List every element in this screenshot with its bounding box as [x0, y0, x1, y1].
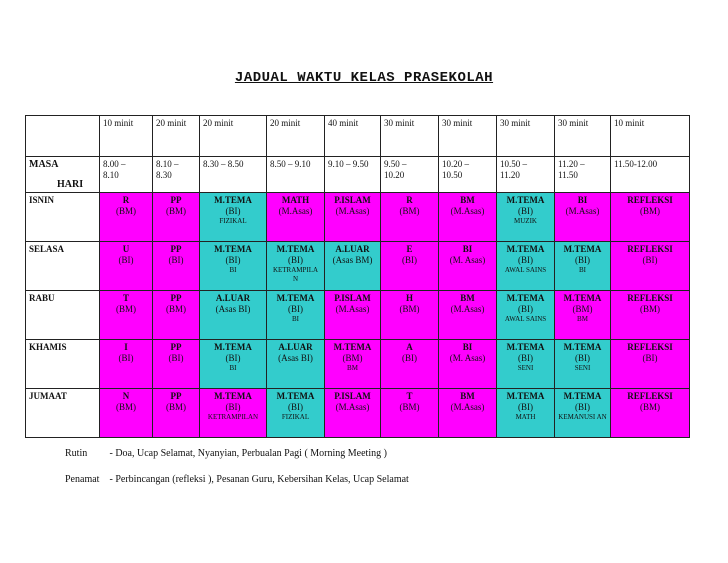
subject-code: M.TEMA: [506, 195, 545, 205]
time-end: 10.50: [442, 170, 463, 180]
subject-language: (M.Asas): [335, 206, 370, 216]
subject-language: (BM): [640, 402, 660, 412]
timetable-cell: [325, 193, 381, 242]
subject-code: T: [406, 391, 413, 401]
duration-cell: 10 minit: [100, 116, 153, 157]
rutin-note: [65, 448, 387, 459]
subject-language: (M.Asas): [278, 206, 313, 216]
time-cell: [153, 157, 200, 193]
timetable-cell: [439, 242, 497, 291]
timetable-cell: [439, 291, 497, 340]
subject-language: (M.Asas): [450, 402, 485, 412]
timetable-cell: [153, 389, 200, 438]
subject-theme: BM: [577, 315, 588, 323]
rutin-text: - Doa, Ucap Selamat, Nyanyian, Perbualan Pagi ( Morning Meeting ): [109, 448, 387, 459]
time-start: 8.30 – 8.50: [203, 159, 244, 169]
timetable-cell: [555, 340, 611, 389]
subject-code: PP: [170, 244, 182, 254]
time-cell: [611, 157, 690, 193]
timetable-cell: [153, 242, 200, 291]
timetable: [25, 115, 690, 438]
subject-code: REFLEKSI: [627, 391, 673, 401]
subject-code: PP: [170, 293, 182, 303]
timetable-cell: [100, 340, 153, 389]
timetable-cell: [100, 291, 153, 340]
subject-theme: FIZIKAL: [281, 413, 310, 421]
timetable-cell: [555, 193, 611, 242]
subject-language: (Asas BI): [215, 304, 251, 314]
subject-code: M.TEMA: [506, 391, 545, 401]
subject-code: M.TEMA: [506, 244, 545, 254]
day-row: [26, 389, 690, 438]
subject-code: R: [122, 195, 130, 205]
timetable-cell: [497, 340, 555, 389]
time-cell: [325, 157, 381, 193]
timetable-cell: [381, 291, 439, 340]
subject-code: BM: [460, 195, 475, 205]
timetable-cell: [267, 193, 325, 242]
timetable-cell: [381, 389, 439, 438]
subject-theme: BI: [229, 266, 237, 274]
time-start: 8.10 –: [156, 159, 179, 169]
subject-theme: SENI: [517, 364, 534, 372]
subject-language: (BM): [640, 206, 660, 216]
subject-theme: MUZIK: [514, 217, 537, 225]
time-start: 11.50-12.00: [614, 159, 658, 169]
duration-cell: 20 minit: [200, 116, 267, 157]
subject-code: M.TEMA: [506, 293, 545, 303]
subject-language: (M.Asas): [335, 402, 370, 412]
timetable-cell: [611, 340, 690, 389]
subject-code: P.ISLAM: [334, 293, 371, 303]
timetable-cell: [611, 242, 690, 291]
subject-code: N: [122, 391, 130, 401]
time-start: 10.20 –: [442, 159, 469, 169]
subject-language: (BI): [402, 255, 417, 265]
duration-cell: 30 minit: [497, 116, 555, 157]
corner-cell: [26, 116, 100, 157]
timetable-cell: [555, 242, 611, 291]
subject-code: M.TEMA: [276, 391, 315, 401]
subject-language: (BM): [116, 402, 136, 412]
subject-language: (BI): [225, 353, 241, 363]
timetable-cell: [325, 242, 381, 291]
subject-code: PP: [170, 195, 182, 205]
day-row: [26, 193, 690, 242]
subject-language: (BM): [166, 206, 186, 216]
day-row: [26, 291, 690, 340]
subject-theme: BM: [347, 364, 358, 372]
subject-language: (M.Asas): [335, 304, 370, 314]
subject-code: BI: [462, 342, 473, 352]
timetable-cell: [200, 242, 267, 291]
time-end: 11.50: [558, 170, 578, 180]
subject-language: (BM): [116, 304, 136, 314]
subject-language: (BI): [518, 353, 533, 363]
time-start: 8.50 – 9.10: [270, 159, 311, 169]
time-cell: [497, 157, 555, 193]
subject-code: BI: [462, 244, 473, 254]
page-title: JADUAL WAKTU KELAS PRASEKOLAH: [234, 70, 494, 86]
penamat-label: Penamat: [65, 474, 100, 485]
subject-language: (BI): [225, 206, 241, 216]
subject-language: (M.Asas): [450, 206, 485, 216]
subject-language: (Asas BI): [278, 353, 313, 363]
subject-language: (M.Asas): [565, 206, 600, 216]
timetable-cell: [200, 193, 267, 242]
subject-code: A.LUAR: [278, 342, 313, 352]
day-name: RABU: [26, 291, 100, 340]
timetable-cell: [611, 291, 690, 340]
timetable-cell: [325, 389, 381, 438]
timetable-cell: [381, 193, 439, 242]
subject-code: P.ISLAM: [334, 195, 371, 205]
subject-theme: KEMANUSI AN: [558, 413, 607, 421]
subject-theme: AWAL SAINS: [504, 266, 547, 274]
time-end: 10.20: [384, 170, 405, 180]
subject-code: R: [406, 195, 413, 205]
masa-hari-header: [26, 157, 100, 193]
duration-cell: 30 minit: [381, 116, 439, 157]
time-start: 11.20 –: [558, 159, 585, 169]
time-row: [26, 157, 690, 193]
timetable-cell: [439, 389, 497, 438]
subject-theme: BI: [229, 364, 237, 372]
timetable-cell: [267, 242, 325, 291]
subject-language: (BI): [118, 353, 134, 363]
timetable-cell: [200, 340, 267, 389]
subject-code: A.LUAR: [335, 244, 370, 254]
timetable-cell: [153, 340, 200, 389]
penamat-text: - Perbincangan (refleksi ), Pesanan Guru, Kebersihan Kelas, Ucap Selamat: [109, 474, 409, 485]
subject-theme: BI: [579, 266, 586, 274]
subject-language: (BI): [642, 353, 658, 363]
subject-language: (BI): [288, 402, 303, 412]
subject-language: (BM): [572, 304, 593, 314]
timetable-cell: [381, 242, 439, 291]
time-start: 10.50 –: [500, 159, 527, 169]
day-row: [26, 242, 690, 291]
subject-language: (BM): [342, 353, 363, 363]
masa-label: MASA: [29, 159, 59, 170]
subject-code: M.TEMA: [563, 293, 602, 303]
subject-language: (BM): [399, 206, 420, 216]
duration-cell: 30 minit: [555, 116, 611, 157]
subject-code: REFLEKSI: [627, 342, 673, 352]
duration-cell: 40 minit: [325, 116, 381, 157]
subject-language: (BM): [116, 206, 136, 216]
duration-cell: 30 minit: [439, 116, 497, 157]
day-row: [26, 340, 690, 389]
subject-language: (BM): [640, 304, 660, 314]
subject-language: (BM): [399, 304, 420, 314]
subject-language: (BI): [288, 255, 303, 265]
subject-code: BI: [577, 195, 588, 205]
timetable-cell: [439, 340, 497, 389]
timetable-cell: [497, 291, 555, 340]
subject-code: BM: [460, 293, 475, 303]
subject-language: (BM): [166, 402, 186, 412]
subject-code: REFLEKSI: [627, 195, 673, 205]
subject-code: H: [405, 293, 413, 303]
subject-language: (M.Asas): [450, 304, 485, 314]
subject-code: M.TEMA: [563, 342, 602, 352]
subject-language: (BI): [288, 304, 303, 314]
subject-code: REFLEKSI: [627, 293, 673, 303]
subject-code: M.TEMA: [214, 244, 252, 254]
subject-language: (BI): [518, 304, 533, 314]
time-cell: [100, 157, 153, 193]
subject-language: (BI): [575, 255, 590, 265]
subject-language: (M. Asas): [449, 353, 486, 363]
timetable-cell: [153, 193, 200, 242]
day-name: JUMAAT: [26, 389, 100, 438]
subject-language: (BI): [575, 402, 590, 412]
timetable-cell: [611, 389, 690, 438]
subject-language: (BI): [118, 255, 134, 265]
subject-code: BM: [460, 391, 475, 401]
time-start: 9.50 –: [384, 159, 407, 169]
time-cell: [555, 157, 611, 193]
time-cell: [267, 157, 325, 193]
timetable-cell: [555, 291, 611, 340]
subject-language: (BI): [225, 402, 241, 412]
time-cell: [439, 157, 497, 193]
time-cell: [200, 157, 267, 193]
subject-language: (BI): [518, 402, 533, 412]
duration-cell: 20 minit: [153, 116, 200, 157]
hari-label: HARI: [57, 179, 84, 190]
subject-language: (BI): [402, 353, 417, 363]
time-end: 8.30: [156, 170, 172, 180]
subject-language: (BI): [168, 353, 184, 363]
time-start: 8.00 –: [103, 159, 126, 169]
timetable-cell: [381, 340, 439, 389]
subject-language: (BI): [225, 255, 241, 265]
subject-theme: AWAL SAINS: [504, 315, 547, 323]
subject-theme: SENI: [574, 364, 591, 372]
subject-language: (BI): [642, 255, 658, 265]
time-end: 11.20: [500, 170, 520, 180]
subject-code: M.TEMA: [276, 244, 315, 254]
subject-language: (BI): [575, 353, 590, 363]
timetable-cell: [497, 389, 555, 438]
subject-code: M.TEMA: [563, 244, 602, 254]
day-name: ISNIN: [26, 193, 100, 242]
subject-language: (BM): [399, 402, 420, 412]
timetable-cell: [267, 340, 325, 389]
subject-code: MATH: [281, 195, 310, 205]
subject-language: (BI): [518, 255, 533, 265]
timetable-cell: [267, 291, 325, 340]
subject-code: M.TEMA: [276, 293, 315, 303]
subject-code: M.TEMA: [214, 195, 252, 205]
subject-code: REFLEKSI: [627, 244, 673, 254]
subject-theme: KETRAMPILAN: [207, 413, 259, 421]
subject-code: M.TEMA: [333, 342, 372, 352]
day-name: SELASA: [26, 242, 100, 291]
time-end: 8.10: [103, 170, 119, 180]
subject-code: PP: [170, 391, 182, 401]
subject-theme: KETRAMPILA N: [272, 266, 319, 283]
subject-code: P.ISLAM: [334, 391, 371, 401]
penamat-note: [65, 474, 409, 485]
timetable-cell: [497, 242, 555, 291]
subject-code: PP: [170, 342, 182, 352]
rutin-label: Rutin: [65, 448, 88, 459]
timetable-cell: [100, 389, 153, 438]
subject-language: (BM): [166, 304, 186, 314]
subject-theme: FIZIKAL: [219, 217, 247, 225]
subject-code: M.TEMA: [563, 391, 602, 401]
subject-code: A.LUAR: [215, 293, 251, 303]
subject-code: E: [406, 244, 413, 254]
time-cell: [381, 157, 439, 193]
timetable-cell: [325, 291, 381, 340]
duration-cell: 10 minit: [611, 116, 690, 157]
subject-code: M.TEMA: [506, 342, 545, 352]
subject-code: I: [124, 342, 128, 352]
day-name: KHAMIS: [26, 340, 100, 389]
timetable-cell: [439, 193, 497, 242]
duration-cell: 20 minit: [267, 116, 325, 157]
timetable-cell: [611, 193, 690, 242]
subject-theme: MATH: [515, 413, 536, 421]
timetable-cell: [200, 291, 267, 340]
subject-code: A: [406, 342, 413, 352]
timetable-cell: [325, 340, 381, 389]
subject-language: (M. Asas): [449, 255, 486, 265]
timetable-cell: [497, 193, 555, 242]
subject-language: (BI): [518, 206, 533, 216]
timetable-cell: [100, 242, 153, 291]
subject-language: (BI): [168, 255, 184, 265]
subject-code: M.TEMA: [214, 391, 252, 401]
subject-language: (Asas BM): [332, 255, 373, 265]
duration-row: [26, 116, 690, 157]
time-start: 9.10 – 9.50: [328, 159, 369, 169]
timetable-cell: [267, 389, 325, 438]
timetable-cell: [153, 291, 200, 340]
timetable-cell: [555, 389, 611, 438]
timetable-cell: [200, 389, 267, 438]
subject-code: T: [122, 293, 129, 303]
subject-code: U: [122, 244, 130, 254]
subject-code: M.TEMA: [214, 342, 252, 352]
timetable-cell: [100, 193, 153, 242]
subject-theme: BI: [292, 315, 299, 323]
